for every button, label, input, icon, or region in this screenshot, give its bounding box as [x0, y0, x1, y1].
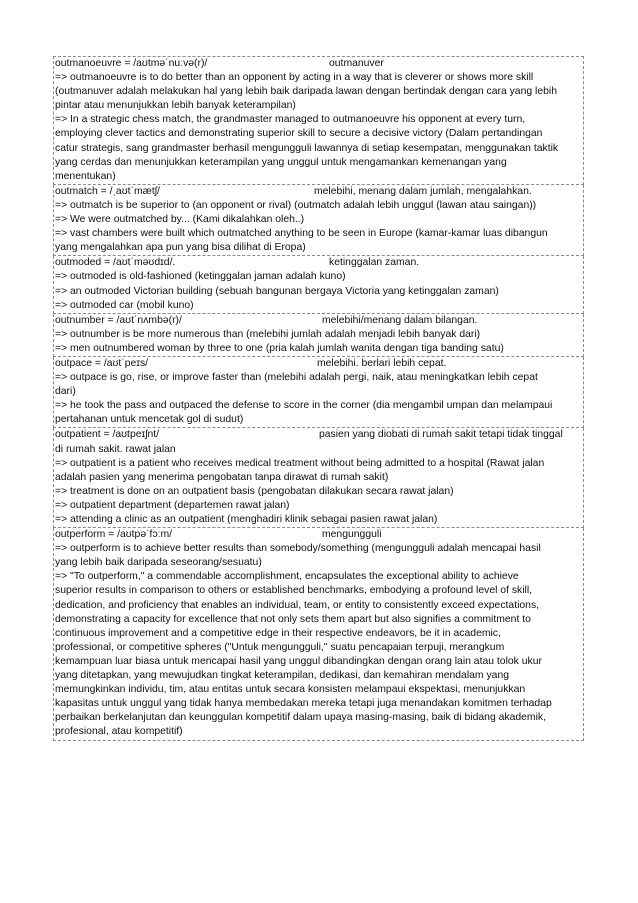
example-line: => he took the pass and outpaced the defense to score in the corner (dia mengambil umpan dan melampaui	[55, 400, 553, 412]
dictionary-sheet	[53, 56, 584, 741]
word-pronunciation: outmanoeuvre = /aʊtməˈnuːvə(r)/	[55, 58, 208, 69]
entry-outpatient	[53, 428, 584, 528]
example-line: profesional, atau kompetitif)	[55, 726, 183, 738]
example-line: yang mengalahkan apa pun yang bisa dilihat di Eropa)	[55, 242, 306, 254]
example-line: => "To outperform," a commendable accomplishment, encapsulates the exceptional ability to achieve	[55, 571, 519, 583]
example-line: professional, or competitive spheres ("Untuk mengungguli," suatu pencapaian terpuji, merangkum	[55, 641, 505, 653]
word-pronunciation: outmoded = /aʊtˈməʊdɪd/.	[55, 257, 176, 269]
example-line: => vast chambers were built which outmatched anything to be seen in Europe (kamar-kamar luas dibangun	[55, 228, 548, 240]
word-meaning: mengungguli	[322, 529, 382, 541]
example-line: catur strategis, sang grandmaster berhasil mengungguli lawannya di setiap kesempatan, menggunakan taktik	[55, 142, 559, 154]
entry-outmanoeuvre	[53, 56, 584, 185]
definition-line: => outnumber is be more numerous than (melebihi jumlah adalah menjadi lebih banyak dari)	[55, 328, 481, 340]
definition-line: di rumah sakit. rawat jalan	[55, 443, 176, 455]
word-pronunciation: outpace = /aʊtˈpeɪs/	[55, 357, 149, 369]
word-pronunciation: outperform = /aʊtpəˈfɔːm/	[55, 529, 173, 541]
word-meaning: melebihi. berlari lebih cepat.	[317, 357, 447, 369]
example-line: kemampuan luar biasa untuk mencapai hasil yang unggul dibandingkan dengan orang lain atau tolok ukur	[55, 655, 542, 667]
definition-line: => outpace is go, rise, or improve faster than (melebihi adalah pergi, naik, atau meningkatkan lebih cepat	[55, 372, 538, 384]
example-line: continuous improvement and a competitive edge in their respective endeavors, be it in academic,	[55, 627, 501, 639]
entry-outpace	[53, 357, 584, 428]
entry-outperform	[53, 528, 584, 740]
word-pronunciation: outmatch = /ˌaʊtˈmætʃ/	[55, 185, 160, 197]
example-line: => In a strategic chess match, the grandmaster managed to outmanoeuvre his opponent at every turn,	[55, 114, 526, 126]
example-line: => outmoded car (mobil kuno)	[55, 299, 194, 311]
definition-line: => outmoded is old-fashioned (ketinggalan jaman adalah kuno)	[55, 271, 346, 283]
example-line: demonstrating a capacity for excellence that not only sets them apart but also signifies a commitment to	[55, 613, 531, 625]
word-meaning: melebihi, menang dalam jumlah, mengalahkan.	[314, 185, 532, 197]
definition-line: => outmatch is be superior to (an opponent or rival) (outmatch adalah lebih unggul (lawan atau saingan))	[55, 199, 537, 211]
word-pronunciation: outnumber = /aʊtˈnʌmbə(r)/	[55, 314, 182, 326]
example-line: kapasitas untuk unggul yang tidak hanya membedakan mereka tetapi juga menandakan komitmen terhadap	[55, 698, 552, 710]
word-meaning: outmanuver	[329, 58, 384, 69]
example-line: employing clever tactics and demonstrating superior skill to secure a decisive victory (Dalam pertandingan	[55, 128, 543, 140]
word-meaning: pasien yang diobati di rumah sakit tetapi tidak tinggal	[319, 429, 563, 441]
example-line: => attending a clinic as an outpatient (menghadiri klinik sebagai pasien rawat jalan)	[55, 514, 438, 525]
definition-line: => outmanoeuvre is to do better than an opponent by acting in a way that is cleverer or shows more skill	[55, 72, 534, 84]
definition-line: adalah pasien yang menerima pengobatan tanpa dirawat di rumah sakit)	[55, 471, 389, 483]
word-pronunciation: outpatient = /aʊtpeɪʃnt/	[55, 429, 160, 441]
example-line: perbaikan berkelanjutan dan keunggulan kompetitif dalam upaya masing-masing, baik di bidang akademik,	[55, 712, 546, 724]
example-line: => treatment is done on an outpatient basis (pengobatan dilakukan secara rawat jalan)	[55, 485, 454, 497]
definition-line: => outpatient is a patient who receives medical treatment without being admitted to a hospital (Rawat jalan	[55, 457, 545, 469]
word-meaning: ketinggalan zaman.	[329, 257, 420, 269]
example-line: menentukan)	[55, 170, 116, 182]
example-line: => men outnumbered woman by three to one (pria kalah jumlah wanita dengan tiga banding satu)	[55, 342, 504, 354]
example-line: dedication, and proficiency that enables an individual, team, or entity to consistently exceed expectations,	[55, 599, 540, 611]
example-line: yang ditetapkan, yang mewujudkan tingkat keterampilan, dedikasi, dan kemahiran mendalam yang	[55, 670, 509, 682]
entry-outmoded	[53, 256, 584, 313]
entry-outnumber	[53, 314, 584, 357]
definition-line: => outperform is to achieve better results than somebody/something (mengungguli adalah mencapai hasil	[55, 543, 541, 555]
definition-line: dari)	[55, 386, 76, 398]
word-meaning: melebihi/menang dalam bilangan.	[322, 314, 478, 326]
example-line: => an outmoded Victorian building (sebuah bangunan bergaya Victoria yang ketinggalan zaman)	[55, 285, 499, 297]
example-line: memungkinkan individu, tim, atau entitas untuk secara konsisten melampaui ekspektasi, menunjukkan	[55, 684, 526, 696]
definition-line: pintar atau menunjukkan lebih banyak keterampilan)	[55, 100, 296, 112]
example-line: superior results in comparison to others or established benchmarks, embodying a profound level of skill,	[55, 585, 533, 597]
definition-line: yang lebih baik daripada seseorang/sesuatu)	[55, 557, 262, 569]
definition-line: (outmanuver adalah melakukan hal yang lebih baik daripada lawan dengan bertindak dengan cara yang lebih	[55, 86, 557, 98]
example-line: yang cerdas dan menunjukkan keterampilan yang unggul untuk mengamankan kemenangan yang	[55, 156, 507, 168]
example-line: pertahanan untuk mencetak gol di sudut)	[55, 414, 244, 426]
example-line: => We were outmatched by... (Kami dikalahkan oleh..)	[55, 214, 305, 226]
example-line: => outpatient department (departemen rawat jalan)	[55, 499, 290, 511]
entry-outmatch	[53, 185, 584, 256]
